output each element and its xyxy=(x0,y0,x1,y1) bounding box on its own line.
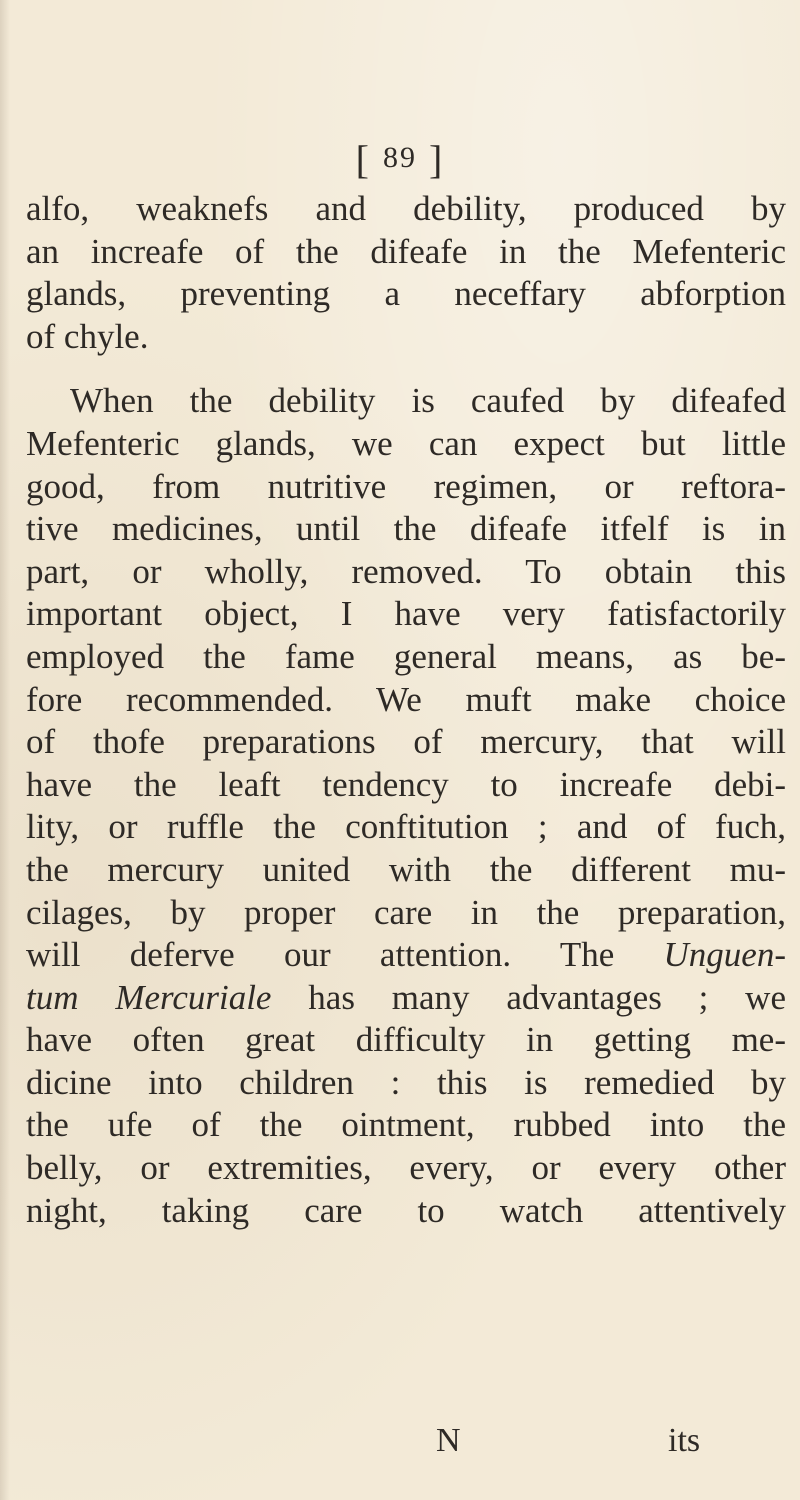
text-line: an increafe of the difeafe in the Mefenteric xyxy=(26,231,786,271)
text-line: good, from nutritive regimen, or reftora- xyxy=(26,466,786,506)
text-line: cilages, by proper care in the preparation, xyxy=(26,892,786,932)
text-line: have the leaft tendency to increafe debi- xyxy=(26,764,786,804)
text-line: dicine into children : this is remedied by xyxy=(26,1062,786,1102)
text-line: of chyle. xyxy=(26,316,149,356)
header-right-bracket: ] xyxy=(429,137,445,182)
paragraph-gap xyxy=(26,358,786,380)
text-line-with-italic xyxy=(26,977,786,1020)
page-header xyxy=(0,136,800,183)
text-line: fore recommended. We muft make choice xyxy=(26,679,786,719)
text-line: Mefenteric glands, we can expect but little xyxy=(26,423,786,463)
text-segment: has many advantages ; we xyxy=(271,977,786,1017)
text-segment: will deferve our attention. The xyxy=(26,935,664,975)
signature-mark: N xyxy=(436,1422,461,1459)
text-line: alfo, weaknefs and debility, produced by xyxy=(26,189,786,228)
text-line: important object, I have very fatisfactorily xyxy=(26,594,786,634)
body-text xyxy=(26,188,786,1232)
text-line: belly, or extremities, every, or every other xyxy=(26,1148,786,1188)
header-left-bracket: [ xyxy=(355,137,371,182)
text-line: employed the fame general means, as be- xyxy=(26,636,786,676)
text-line-with-italic xyxy=(26,934,786,977)
paragraph-2 xyxy=(26,380,786,1232)
italic-term: Unguen- xyxy=(663,935,786,975)
text-line: When the debility is caufed by difeafed xyxy=(70,381,786,421)
page-gutter-shadow xyxy=(0,0,10,1500)
paragraph-1 xyxy=(26,188,786,358)
text-line: night, taking care to watch attentively xyxy=(26,1190,786,1230)
text-line: the ufe of the ointment, rubbed into the xyxy=(26,1105,786,1145)
text-line: of thofe preparations of mercury, that will xyxy=(26,722,786,762)
text-line: have often great difficulty in getting me- xyxy=(26,1020,786,1060)
text-line: the mercury united with the different mu- xyxy=(26,849,786,889)
text-line: tive medicines, until the difeafe itfelf is in xyxy=(26,509,786,549)
catchword: its xyxy=(668,1422,701,1459)
page-number: 89 xyxy=(383,141,417,174)
text-line: part, or wholly, removed. To obtain this xyxy=(26,551,786,591)
italic-term: tum Mercuriale xyxy=(26,977,272,1017)
text-line: glands, preventing a neceffary abforption xyxy=(26,274,786,314)
text-line: lity, or ruffle the conftitution ; and of fuch, xyxy=(26,807,786,847)
